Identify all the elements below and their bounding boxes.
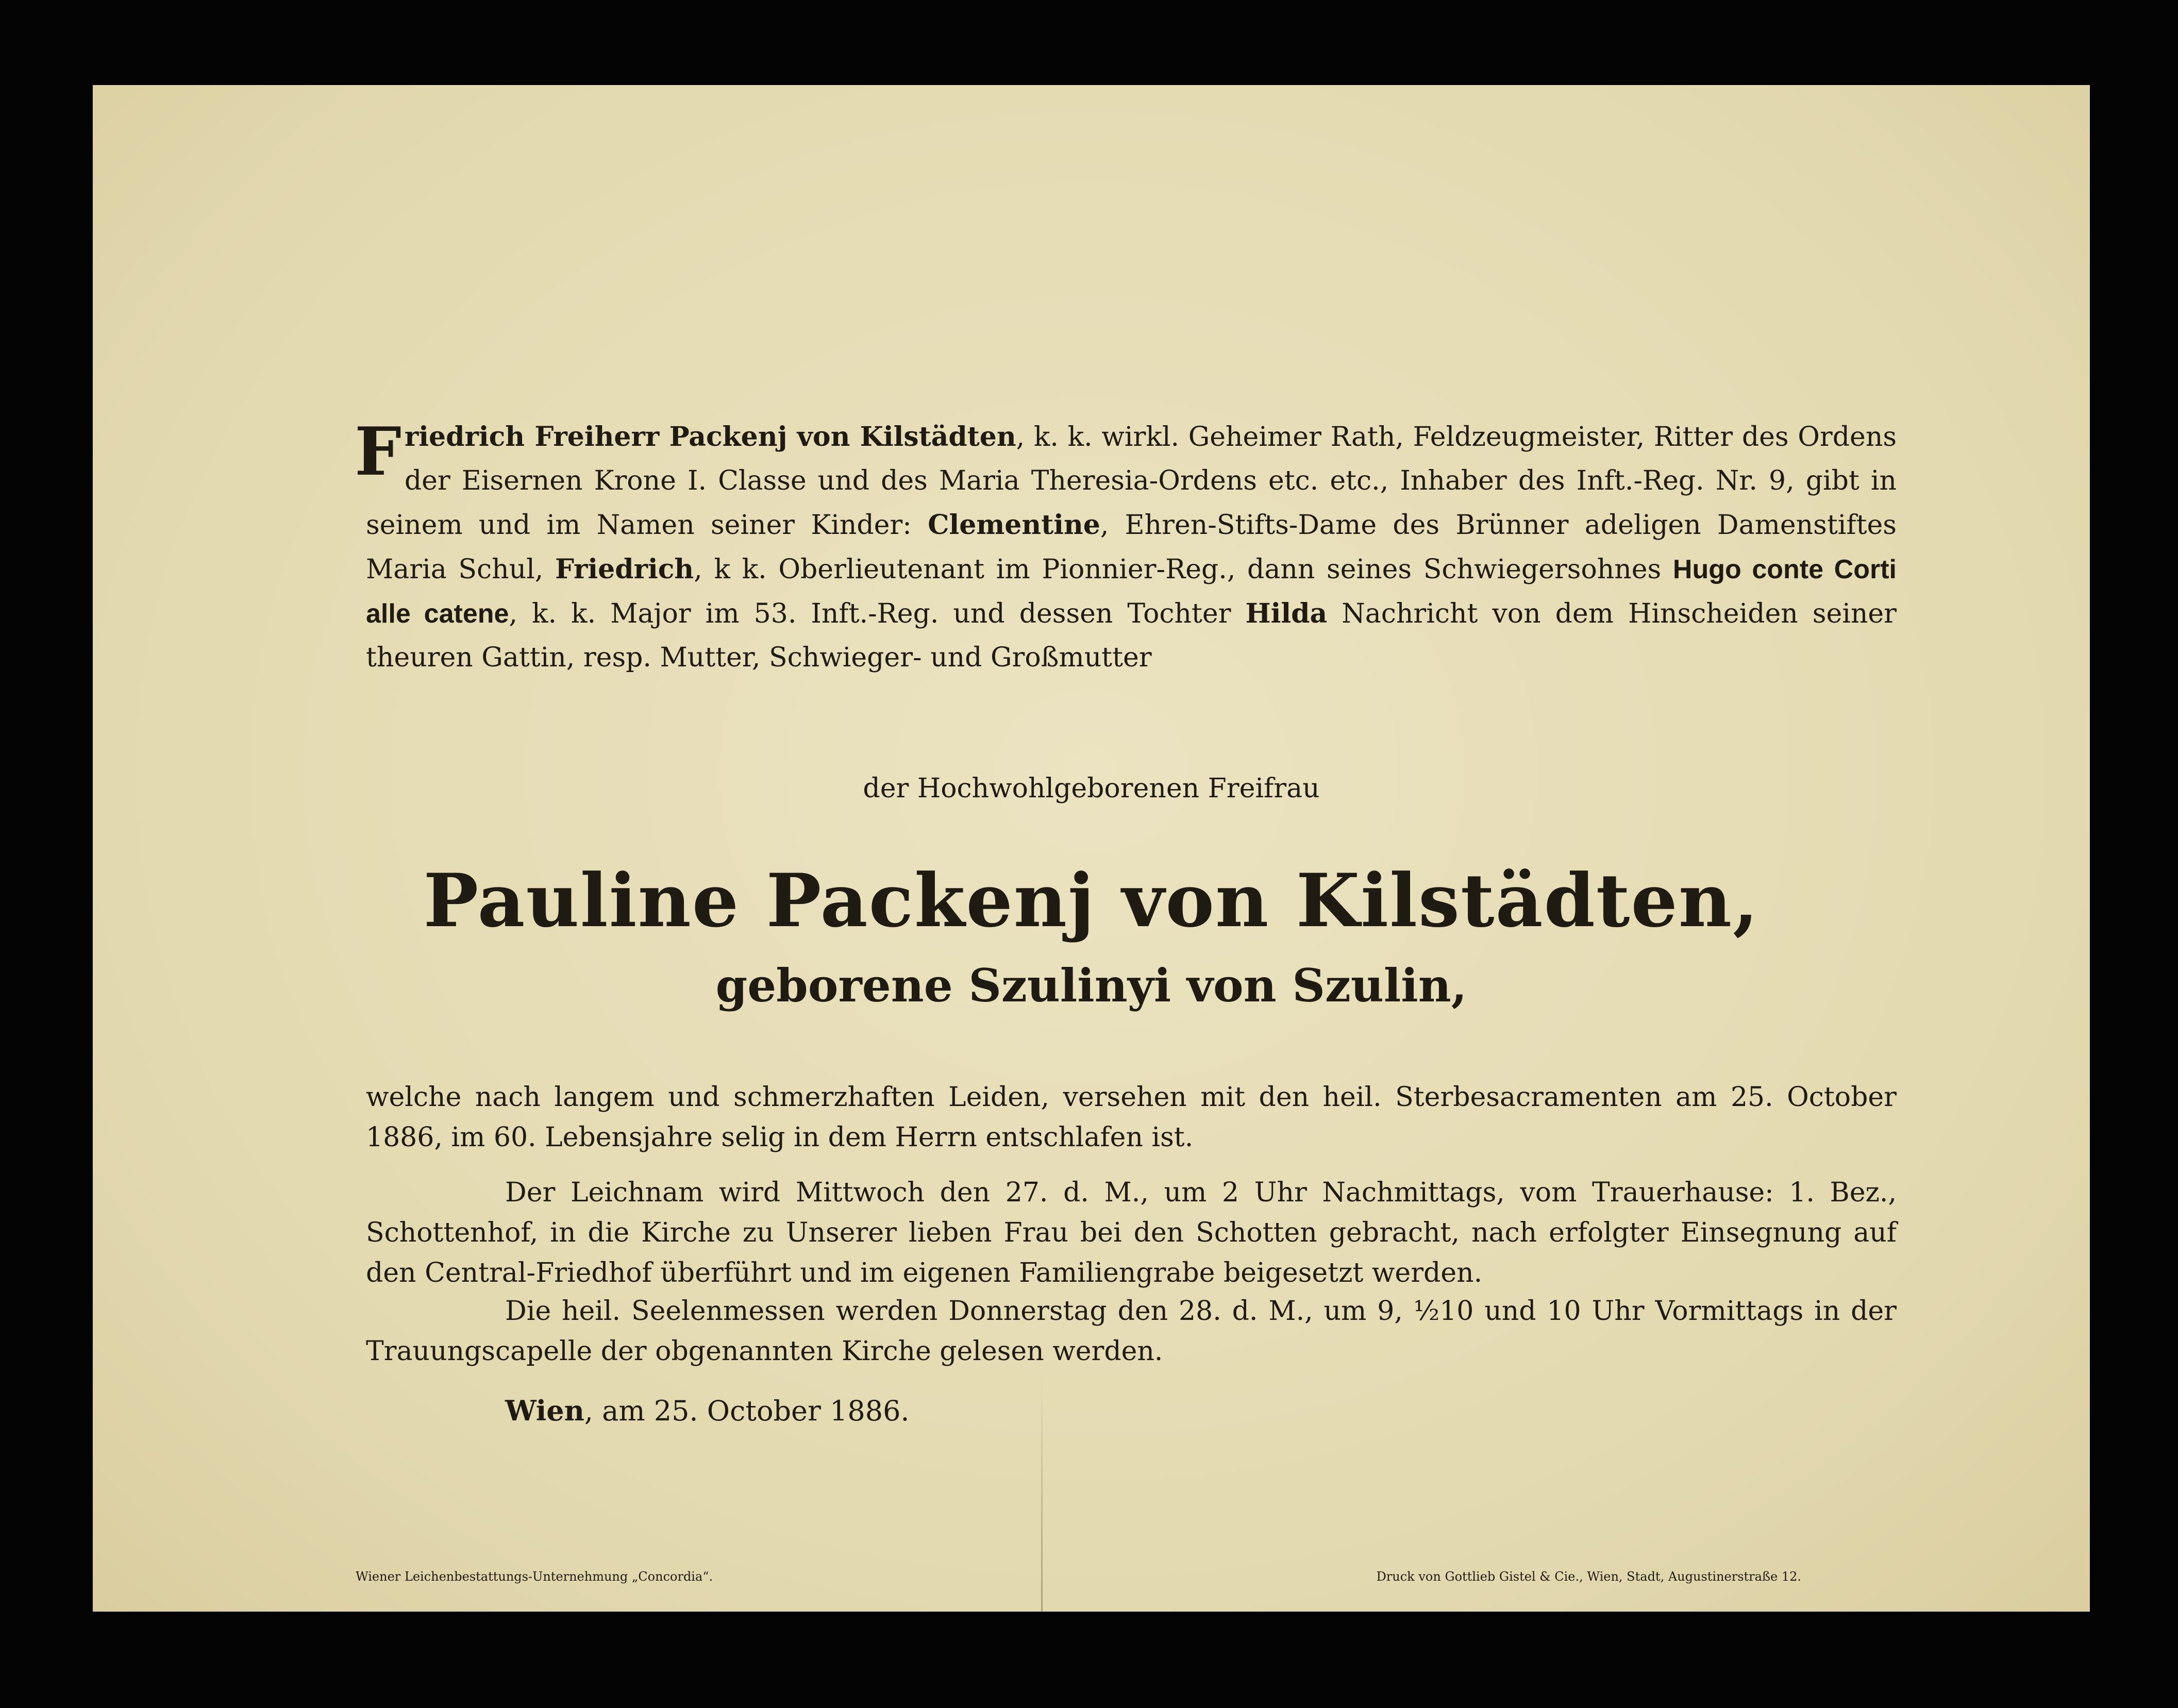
- dateline-date: , am 25. October 1886.: [584, 1395, 910, 1427]
- death-paragraph: welche nach langem und schmerzhaften Leiden, versehen mit den heil. Sterbesacramenten am 25. October 1886, im 60. Lebensjahre selig in dem Herrn entschlafen ist.: [366, 1082, 1897, 1153]
- death-notice-sheet: [93, 85, 2090, 1612]
- intro-segment: , k k. Oberlieutenant im Pionnier-Reg., dann seines Schwiegersohnes: [694, 554, 1673, 585]
- paper-fold: [1041, 1374, 1043, 1612]
- intro-segment: Nachricht von dem Hinscheiden seiner theuren Gattin, resp. Mutter, Schwieger- und Großmutter: [366, 598, 1897, 673]
- intro-segment: Hilda: [1245, 598, 1328, 629]
- intro-segment: riedrich Freiherr: [404, 421, 669, 453]
- intro-paragraph: [355, 413, 1897, 680]
- intro-segment: , k. k. wirkl. Geheimer Rath, Feldzeugmeister, Ritter des Ordens der Eisernen Krone I. Classe und des Maria Theresia-Ordens etc. etc., Inhaber des Inft.-Reg. Nr. 9, gibt in seinem und im Namen seiner Kinder:: [366, 422, 1897, 541]
- intro-segment: Hugo conte Corti alle catene: [366, 555, 1897, 629]
- intro-segment: Packenj von Kilstädten: [669, 421, 1016, 453]
- dateline: [505, 1394, 910, 1427]
- dateline-place: Wien: [505, 1394, 584, 1427]
- funeral-paragraph: Der Leichnam wird Mittwoch den 27. d. M., um 2 Uhr Nachmittags, vom Trauerhause: 1. Bez., Schottenhof, in die Kirche zu Unserer lieben Frau bei den Schotten gebracht, nach erfolgter Einsegnung auf den Central-Friedhof überführt und im eigenen Familiengrabe beigesetzt werden.: [366, 1177, 1897, 1288]
- maiden-name: geborene Szulinyi von Szulin,: [715, 959, 1467, 1012]
- intro-segment: Friedrich: [555, 554, 694, 585]
- drop-cap-initial: F: [355, 413, 401, 491]
- intro-segment: Clementine: [928, 509, 1100, 541]
- intro-segment: , Ehren-Stifts-Dame des Brünner adeligen Damenstiftes Maria Schul,: [366, 510, 1897, 585]
- deceased-name: Pauline Packenj von Kilstädten,: [423, 858, 1760, 944]
- mass-paragraph: Die heil. Seelenmessen werden Donnerstag den 28. d. M., um 9, ½10 und 10 Uhr Vormittags in der Trauungscapelle der obgenannten Kirche gelesen werden.: [366, 1296, 1897, 1367]
- pre-name-line: der Hochwohlgeborenen Freifrau: [863, 773, 1320, 804]
- printer-imprint: Druck von Gottlieb Gistel & Cie., Wien, Stadt, Augustinerstraße 12.: [1376, 1569, 1801, 1584]
- intro-segment: , k. k. Major im 53. Inft.-Reg. und dessen Tochter: [509, 598, 1246, 629]
- undertaker-imprint: Wiener Leichenbestattungs-Unternehmung „Concordia“.: [356, 1569, 713, 1584]
